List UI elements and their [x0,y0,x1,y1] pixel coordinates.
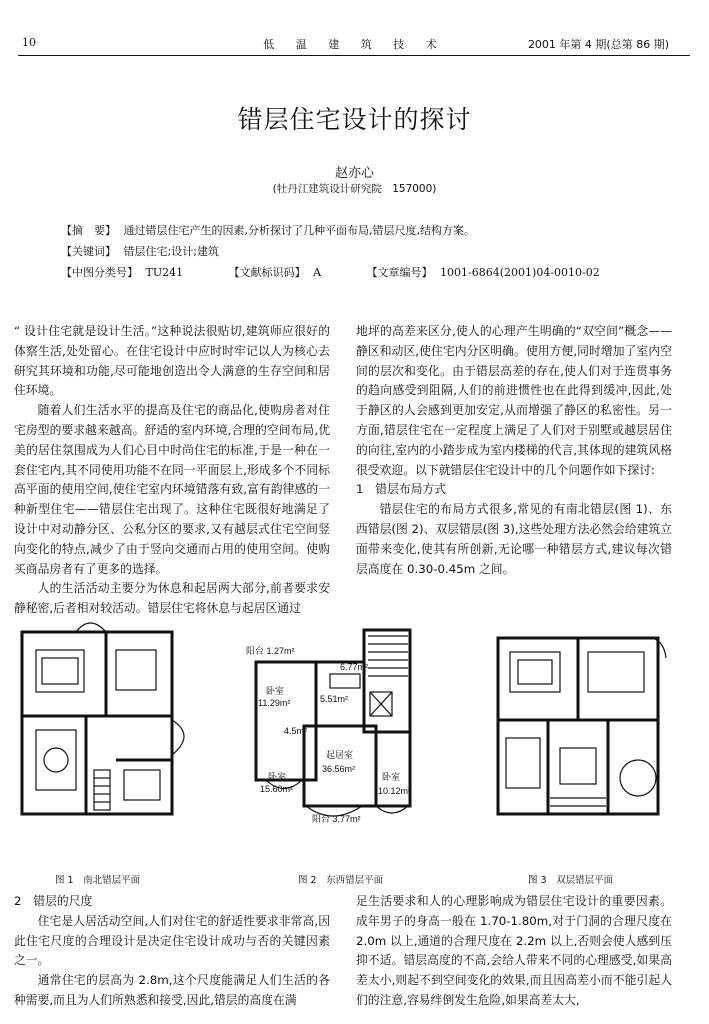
clc-label: 【中图分类号】 [61,266,138,279]
clc-value: TU241 [145,266,184,279]
room-a-area: 6.77m² [340,662,369,672]
balcony-top-label: 阳台 1.27m² [246,646,295,656]
figure-3-floor-plan [488,628,678,828]
abstract-text: 通过错层住宅产生的因素,分析探讨了几种平面布局,错层尺度,结构方案。 [123,224,475,237]
paragraph: 随着人们生活水平的提高及住宅的商品化,使购房者对住宅房型的要求越来越高。舒适的室内环境,合理的空间布局,优美的居住氛围成为人们心目中时尚住宅的标准,于是一种在一套住宅内,其不同使用功能不在同一平面层上,形成多个不同标高平面的使用空间,使住宅室内环境错落有致,富有韵律感的一种新型住宅——错层住宅出现了。这种住宅既很好地满足了设计中对动静分区、公私分区的要求,又有越层式住宅空间竖向变化的特点,减少了由于竖向交通而占用的使用空间。使购买商品房者有了更多的选择。 [14,403,330,576]
header-rule [18,55,690,56]
figure-2-caption: 图 2 东西错层平面 [298,875,384,886]
section-heading: 1 错层布局方式 [356,482,447,497]
lower-right-column [356,892,672,1011]
paragraph: 通常住宅的层高为 2.8m,这个尺度能满足人们生活的各种需要,而且为人们所熟悉和接受,因此,错层的高度在满 [14,973,330,1007]
doc-code-label: 【文献标识码】 [228,266,306,279]
paragraph: 错层住宅的布局方式很多,常见的有南北错层(图 1)、东西错层(图 2)、双层错层(图 3),这些处理方法必然会给建筑立面带来变化,使其有所创新,无论哪一种错层方式,建议每次错层高度在 0.30-0.45m 之间。 [356,502,673,576]
article-no-label: 【文章编号】 [366,266,433,279]
article-no-value: 1001-6864(2001)04-0010-02 [440,266,600,279]
lower-left-column [14,892,330,1011]
bedroom-1-name: 卧室 [266,686,285,696]
paragraph: 住宅是人居活动空间,人们对住宅的舒适性要求非常高,因此住宅尺度的合理设计是决定住宅设计成功与否的关键因素之一。 [14,913,330,968]
balcony-bottom-label: 阳台 3.77m² [312,814,361,824]
keywords-label: 【关键词】 [61,245,116,258]
room-c-area: 4.5m² [284,726,308,736]
classification-line [61,264,604,280]
affiliation: (牡丹江建筑设计研究院 157000) [272,183,437,195]
doc-code-value: A [313,266,322,279]
paragraph: “ 设计住宅就是设计生活。”这种说法很贴切,建筑师应很好的体察生活,处处留心。在住宅设计中应时时牢记以人为核心去研究其环境和功能,尽可能地创造出令人满意的生存空间和居住环境。 [14,324,330,398]
bedroom-2-name: 卧室 [268,772,287,782]
body-right-column [356,322,672,579]
figure-1-floor-plan [16,620,216,828]
keywords-line [61,243,223,259]
paragraph: 地坪的高差来区分,使人的心理产生明确的“双空间”概念——静区和动区,使住宅内分区明确。使用方便,同时增加了室内空间的层次和变化。由于错层高差的存在,使人们对于连贯事务的趋向感受到阻隔,人们的前进惯性也在此得到缓冲,因此,处于静区的人会感到更加安定,从而增强了静区的私密性。另一方面,错层住宅在一定程度上满足了人们对于别墅或越层居住的向往,室内的小踏步成为室内楼梯的代言,其体现的建筑风格很受欢迎。以下就错层住宅设计中的几个问题作如下探讨: [356,324,672,477]
journal-name: 低 温 建 筑 技 术 [263,38,446,51]
article-title: 错层住宅设计的探讨 [237,105,472,134]
bedroom-3-area: 10.12m² [378,786,412,796]
living-room-name: 起居室 [326,750,354,760]
figure-2-floor-plan [244,622,424,830]
body-left-column [14,322,330,619]
keywords-text: 错层住宅;设计;建筑 [123,245,219,258]
room-b-area: 5.51m² [320,694,349,704]
bedroom-1-area: 11.29m² [258,698,291,708]
figure-1-caption: 图 1 南北错层平面 [55,875,141,886]
bedroom-3-name: 卧室 [382,772,401,782]
author: 赵亦心 [334,166,374,181]
section-heading: 2 错层的尺度 [14,894,93,908]
paragraph: 人的生活活动主要分为休息和起居两大部分,前者要求安静秘密,后者相对较活动。错层住宅将休息与起居区通过 [14,581,330,616]
issue-info: 2001 年第 4 期(总第 86 期) [527,38,669,51]
page-number: 10 [22,36,36,49]
living-room-area: 36.56m² [322,764,356,774]
paragraph: 足生活要求和人的心理影响成为错层住宅设计的重要因素。成年男子的身高一般在 1.70-1.80m,对于门洞的合理尺度在 2.0m 以上,通道的合理尺度在 2.2m 以上,否则会使人感到压抑不适。错层高度的不高,会给人带来不同的心理感受,如果高差太小,则起不到空间变化的效果,而且因高差小而不能引起人们的注意,容易绊倒发生危险,如果高差太大, [356,894,672,1007]
bedroom-2-area: 15.60m² [260,784,294,794]
figure-3-caption: 图 3 双层错层平面 [528,875,614,886]
abstract-label: 【摘 要】 [61,224,116,237]
abstract-line [61,222,479,238]
